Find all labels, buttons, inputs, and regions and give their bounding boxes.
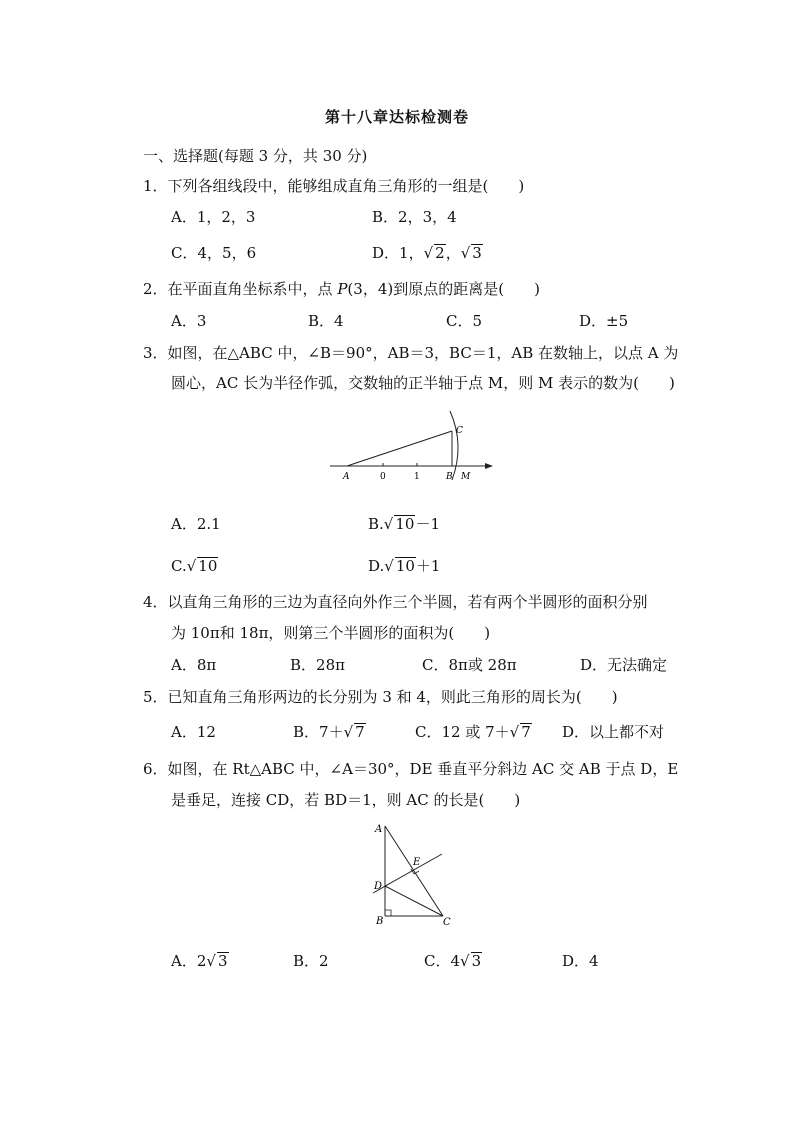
q1-option-c[interactable]: C．4，5，6 bbox=[171, 244, 257, 262]
q2-option-b[interactable]: B．4 bbox=[308, 312, 344, 330]
arc bbox=[450, 411, 458, 480]
segment-ac bbox=[347, 431, 452, 466]
line-de bbox=[373, 854, 442, 893]
q6-option-b[interactable]: B．2 bbox=[293, 952, 329, 970]
q2-text-pre: 2．在平面直角坐标系中，点 bbox=[143, 280, 338, 298]
question-4-line-2: 为 10π和 18π，则第三个半圆形的面积为( ) bbox=[171, 624, 491, 642]
segment-cd bbox=[385, 886, 443, 916]
question-4-line-1: 4．以直角三角形的三边为直径向外作三个半圆，若有两个半圆形的面积分别 bbox=[143, 593, 648, 611]
label-d: D bbox=[374, 881, 383, 892]
sqrt-sign: √ bbox=[460, 244, 471, 262]
q1-option-d[interactable] bbox=[372, 243, 483, 263]
sqrt-sign: √ bbox=[384, 557, 394, 575]
section-heading: 一、选择题(每题 3 分，共 30 分) bbox=[143, 147, 368, 165]
q3-b-radicand: 10 bbox=[395, 515, 415, 533]
label-a: A bbox=[343, 472, 350, 482]
q5-b-prefix: B．7＋ bbox=[293, 723, 344, 741]
q6-c-radicand: 3 bbox=[471, 952, 482, 970]
label-b: B bbox=[376, 916, 384, 927]
q4-option-c[interactable]: C．8π或 28π bbox=[422, 656, 517, 674]
label-m: M bbox=[461, 472, 471, 482]
label-a: A bbox=[375, 824, 383, 835]
label-c: C bbox=[456, 426, 463, 436]
q6-a-prefix: A．2 bbox=[171, 952, 207, 970]
q3-d-suffix: ＋1 bbox=[415, 557, 441, 575]
q3-option-c[interactable] bbox=[171, 556, 218, 576]
sqrt-sign: √ bbox=[343, 723, 354, 741]
question-6-line-1: 6．如图，在 Rt△ABC 中，∠A＝30°，DE 垂直平分斜边 AC 交 AB 于点 D，E bbox=[143, 760, 679, 778]
sqrt-sign: √ bbox=[383, 515, 394, 533]
q5-option-a[interactable]: A．12 bbox=[171, 723, 216, 741]
q4-option-a[interactable]: A．8π bbox=[171, 656, 217, 674]
q3-b-suffix: －1 bbox=[415, 515, 440, 533]
q3-option-b[interactable] bbox=[368, 514, 440, 534]
q2-text-post: (3，4)到原点的距离是( ) bbox=[347, 280, 540, 298]
q2-option-d[interactable]: D．±5 bbox=[579, 312, 629, 330]
q6-a-radicand: 3 bbox=[217, 952, 228, 970]
question-5-stem: 5．已知直角三角形两边的长分别为 3 和 4，则此三角形的周长为( ) bbox=[143, 688, 618, 706]
question-3-line-1: 3．如图，在△ABC 中，∠B＝90°，AB＝3，BC＝1，AB 在数轴上，以点 A 为 bbox=[143, 344, 679, 362]
q1-d-sep: ， bbox=[445, 244, 461, 262]
sqrt-sign: √ bbox=[460, 952, 470, 970]
q5-c-prefix: C．12 或 7＋ bbox=[415, 723, 510, 741]
question-3-line-2: 圆心，AC 长为半径作弧，交数轴的正半轴于点 M，则 M 表示的数为( ) bbox=[171, 374, 675, 392]
q3-c-radicand: 10 bbox=[198, 557, 218, 575]
sqrt-sign: √ bbox=[186, 557, 197, 575]
sqrt-sign: √ bbox=[206, 952, 216, 970]
label-e: E bbox=[413, 857, 421, 868]
sqrt-sign: √ bbox=[423, 244, 434, 262]
q3-d-prefix: D. bbox=[368, 557, 385, 575]
q1-d-prefix: D．1， bbox=[372, 244, 424, 262]
q3-option-a[interactable]: A．2.1 bbox=[171, 515, 221, 533]
q6-option-a[interactable] bbox=[171, 951, 229, 971]
q5-option-d[interactable]: D．以上都不对 bbox=[562, 723, 665, 741]
right-angle-mark-b bbox=[385, 910, 391, 916]
q6-c-prefix: C．4 bbox=[424, 952, 461, 970]
q3-d-radicand: 10 bbox=[395, 557, 415, 575]
q2-point: P bbox=[337, 280, 348, 298]
q5-option-c[interactable] bbox=[415, 722, 532, 742]
q3-c-prefix: C. bbox=[171, 557, 187, 575]
sqrt-sign: √ bbox=[509, 723, 520, 741]
label-1: 1 bbox=[414, 472, 420, 482]
q1-d-radicand-2: 3 bbox=[472, 244, 482, 262]
q3-option-d[interactable] bbox=[368, 556, 440, 576]
q2-option-c[interactable]: C．5 bbox=[446, 312, 483, 330]
q6-option-d[interactable]: D．4 bbox=[562, 952, 599, 970]
q1-option-a[interactable]: A．1，2，3 bbox=[171, 208, 256, 226]
q1-d-radicand-1: 2 bbox=[435, 244, 445, 262]
q3-number-line-figure bbox=[325, 405, 505, 485]
q6-option-c[interactable] bbox=[424, 951, 482, 971]
label-c: C bbox=[443, 917, 451, 928]
label-b: B bbox=[446, 472, 453, 482]
q4-option-d[interactable]: D．无法确定 bbox=[580, 656, 668, 674]
page-title: 第十八章达标检测卷 bbox=[324, 108, 469, 126]
axis-arrow-icon bbox=[485, 463, 493, 469]
q3-b-prefix: B. bbox=[368, 515, 384, 533]
q4-option-b[interactable]: B．28π bbox=[290, 656, 345, 674]
question-6-line-2: 是垂足，连接 CD，若 BD＝1，则 AC 的长是( ) bbox=[171, 791, 521, 809]
question-1-stem: 1．下列各组线段中，能够组成直角三角形的一组是( ) bbox=[143, 177, 525, 195]
segment-ac bbox=[385, 826, 443, 916]
label-0: 0 bbox=[380, 472, 386, 482]
q5-c-radicand: 7 bbox=[521, 723, 531, 741]
q2-option-a[interactable]: A．3 bbox=[171, 312, 207, 330]
question-2-stem bbox=[143, 279, 540, 299]
q5-b-radicand: 7 bbox=[355, 723, 365, 741]
q1-option-b[interactable]: B．2，3，4 bbox=[372, 208, 457, 226]
q6-triangle-figure bbox=[370, 818, 455, 930]
q5-option-b[interactable] bbox=[293, 722, 366, 742]
